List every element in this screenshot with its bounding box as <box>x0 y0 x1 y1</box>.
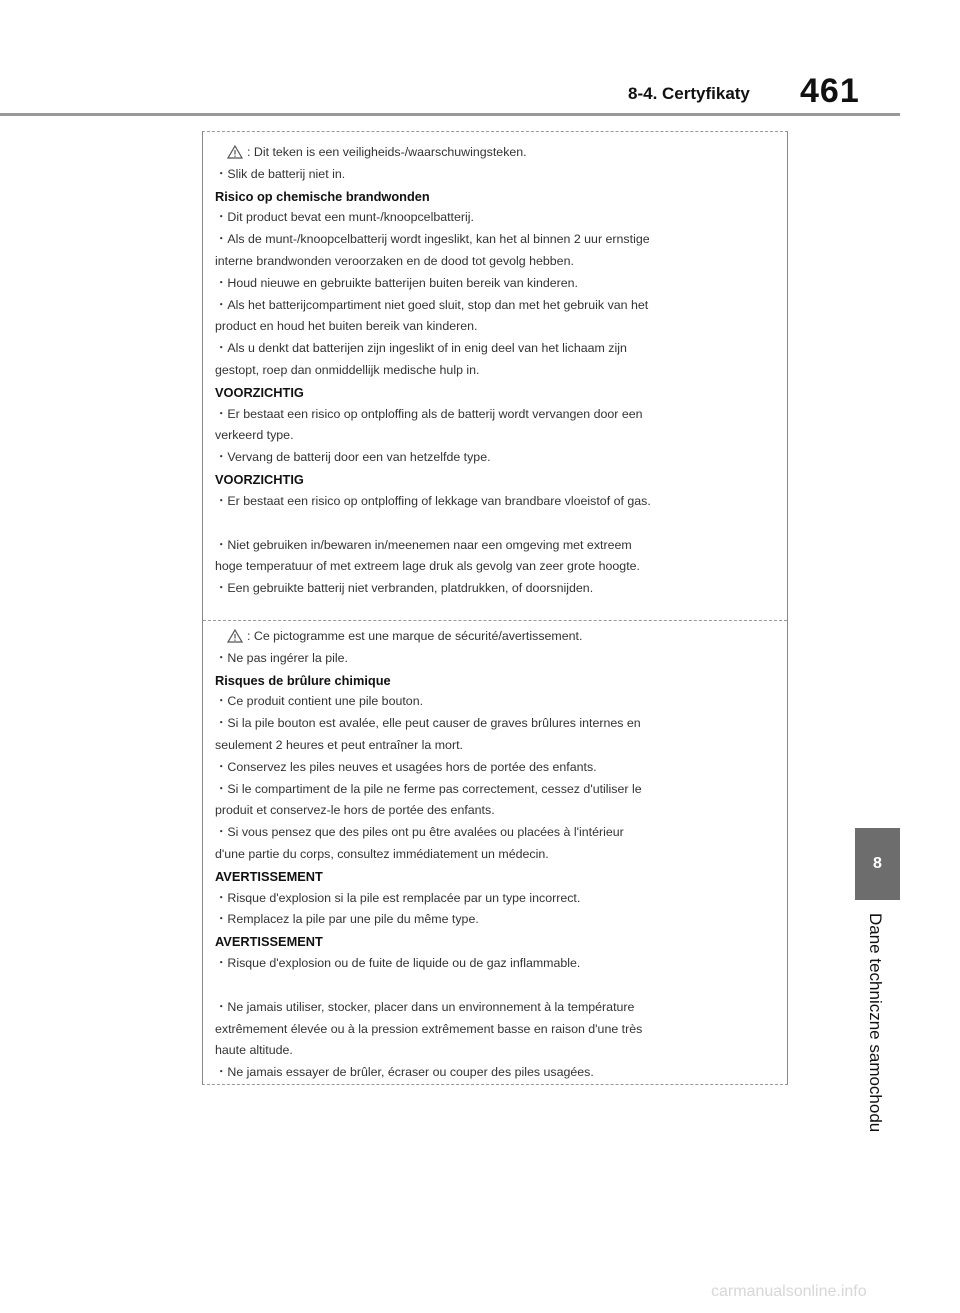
text-line: ・Ne jamais utiliser, stocker, placer dans un environnement à la température <box>215 999 635 1014</box>
text-line: ・Risque d'explosion si la pile est remplacée par un type incorrect. <box>215 890 581 905</box>
text-line: product en houd het buiten bereik van kinderen. <box>215 319 478 334</box>
text-line: hoge temperatuur of met extreem lage druk als gevolg van zeer grote hoogte. <box>215 559 640 574</box>
certificate-label-image <box>202 131 788 1085</box>
text-line: ・Niet gebruiken in/bewaren in/meenemen naar een omgeving met extreem <box>215 537 632 552</box>
text-line: ・Slik de batterij niet in. <box>215 166 346 181</box>
warning-heading: AVERTISSEMENT <box>215 868 323 884</box>
text-line: ・Dit product bevat een munt-/knoopcelbatterij. <box>215 210 474 225</box>
text-line: ・Als het batterijcompartiment niet goed sluit, stop dan met het gebruik van het <box>215 297 649 312</box>
text-line: ・Er bestaat een risico op ontploffing of lekkage van brandbare vloeistof of gas. <box>215 493 651 508</box>
text-line: ・Houd nieuwe en gebruikte batterijen buiten bereik van kinderen. <box>215 275 579 290</box>
text-line: ・Er bestaat een risico op ontploffing als de batterij wordt vervangen door een <box>215 406 643 421</box>
text-line: gestopt, roep dan onmiddellijk medische hulp in. <box>215 362 480 377</box>
blank-line <box>215 975 777 997</box>
french-warning-symbol-text: : Ce pictogramme est une marque de sécurité/avertissement. <box>247 629 583 643</box>
text-line: ・Ne pas ingérer la pile. <box>215 650 348 665</box>
text-line: haute altitude. <box>215 1043 293 1058</box>
text-line: extrêmement élevée ou à la pression extrêmement basse en raison d'une très <box>215 1021 643 1036</box>
text-line: d'une partie du corps, consultez immédiatement un médecin. <box>215 846 549 861</box>
text-line: interne brandwonden veroorzaken en de dood tot gevolg hebben. <box>215 253 574 268</box>
text-line: verkeerd type. <box>215 428 294 443</box>
text-line: ・Als de munt-/knoopcelbatterij wordt ingeslikt, kan het al binnen 2 uur ernstige <box>215 232 650 247</box>
section-heading: Risques de brûlure chimique <box>215 672 391 688</box>
text-line: ・Risque d'explosion ou de fuite de liquide ou de gaz inflammable. <box>215 955 581 970</box>
text-line: produit et conservez-le hors de portée des enfants. <box>215 803 495 818</box>
warning-triangle-icon <box>227 629 243 643</box>
text-line: ・Si la pile bouton est avalée, elle peut causer de graves brûlures internes en <box>215 716 641 731</box>
header-rule <box>0 113 900 116</box>
text-line: ・Remplacez la pile par une pile du même type. <box>215 912 479 927</box>
text-line: ・Een gebruikte batterij niet verbranden, platdrukken, of doorsnijden. <box>215 581 594 596</box>
text-line: ・Ce produit contient une pile bouton. <box>215 694 424 709</box>
text-line: ・Ne jamais essayer de brûler, écraser ou couper des piles usagées. <box>215 1065 594 1080</box>
page-header <box>0 70 960 120</box>
caution-heading: VOORZICHTIG <box>215 471 304 487</box>
text-line: ・Conservez les piles neuves et usagées hors de portée des enfants. <box>215 759 597 774</box>
chapter-side-label: Dane techniczne samochodu <box>866 913 885 1133</box>
caution-heading: VOORZICHTIG <box>215 384 304 400</box>
text-line: ・Vervang de batterij door een van hetzelfde type. <box>215 450 491 465</box>
warning-heading: AVERTISSEMENT <box>215 934 323 950</box>
language-divider <box>203 620 787 621</box>
section-title: 8-4. Certyfikaty <box>628 84 750 103</box>
french-warning-symbol-line <box>215 626 777 648</box>
text-line: ・Si vous pensez que des piles ont pu être avalées ou placées à l'intérieur <box>215 825 624 840</box>
french-warning-block <box>215 626 777 1084</box>
warning-triangle-icon <box>227 145 243 159</box>
text-line: seulement 2 heures et peut entraîner la mort. <box>215 737 463 752</box>
dutch-warning-symbol-line <box>215 142 777 164</box>
chapter-tab: 8 <box>855 828 900 900</box>
text-line: ・Als u denkt dat batterijen zijn ingeslikt of in enig deel van het lichaam zijn <box>215 341 627 356</box>
dutch-warning-block <box>215 142 777 600</box>
watermark: carmanualsonline.info <box>711 1283 867 1300</box>
blank-line <box>215 513 777 535</box>
page-number: 461 <box>800 72 860 110</box>
dutch-warning-symbol-text: : Dit teken is een veiligheids-/waarschuwingsteken. <box>247 145 527 159</box>
section-heading: Risico op chemische brandwonden <box>215 188 430 204</box>
text-line: ・Si le compartiment de la pile ne ferme pas correctement, cessez d'utiliser le <box>215 781 642 796</box>
